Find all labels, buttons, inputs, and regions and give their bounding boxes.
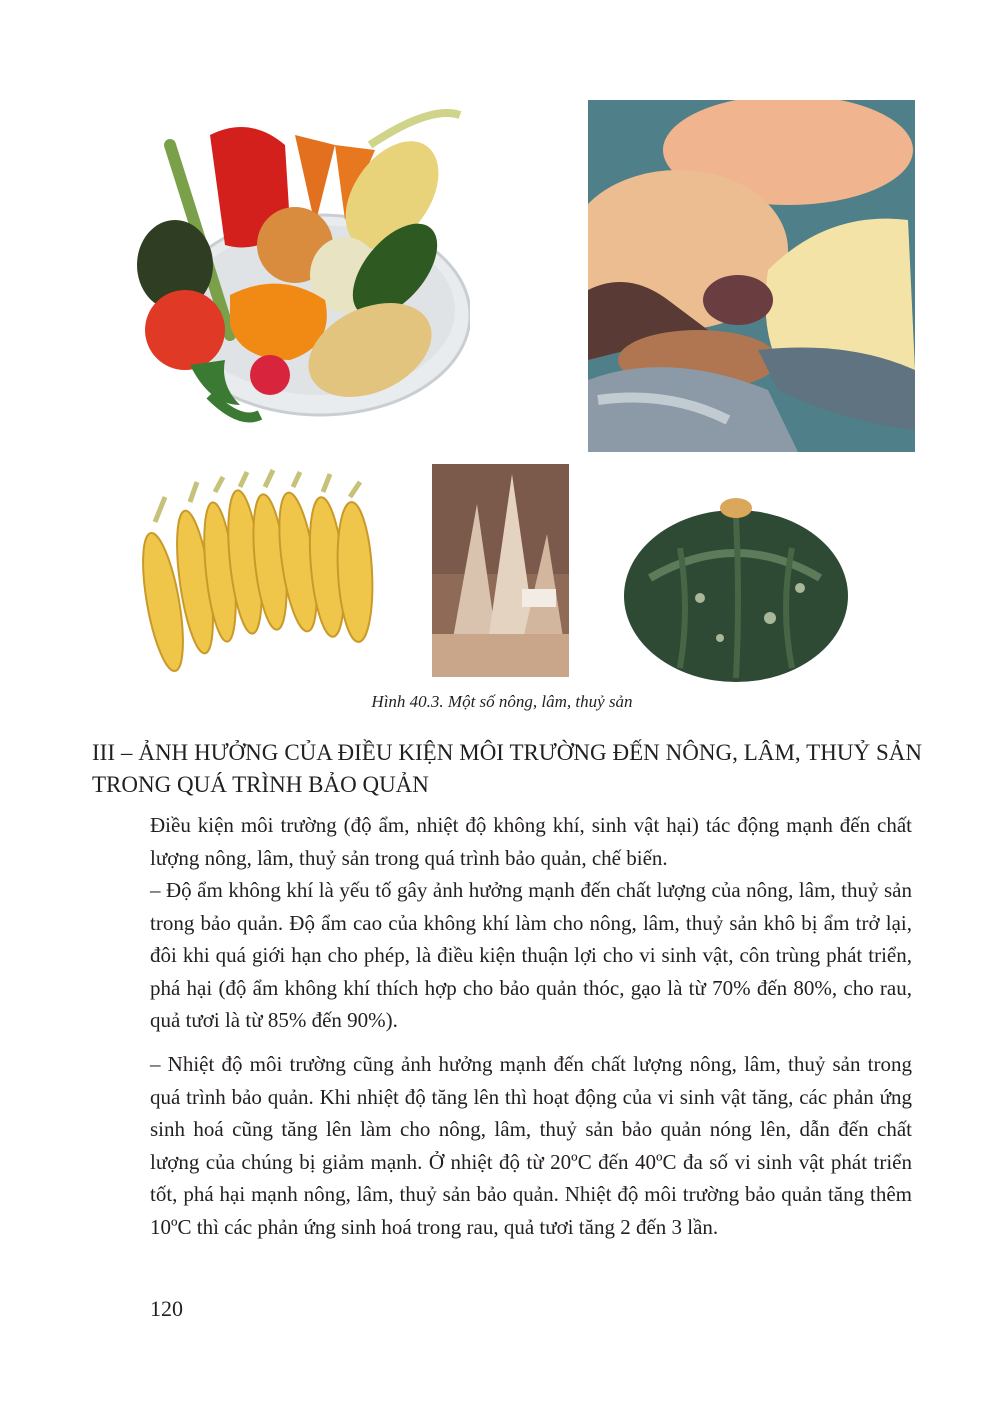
section-heading: III – ẢNH HƯỞNG CỦA ĐIỀU KIỆN MÔI TRƯỜNG ĐẾN NÔNG, LÂM, THUỶ SẢN TRONG QUÁ TRÌNH BẢO QUẢN <box>92 740 922 797</box>
vegetable-basket-image <box>130 105 470 435</box>
page-number: 120 <box>150 1296 183 1321</box>
paragraph-temperature: – Nhiệt độ môi trường cũng ảnh hưởng mạnh đến chất lượng nông, lâm, thuỷ sản trong quá trình bảo quản. Khi nhiệt độ tăng lên thì hoạt động của vi sinh vật tăng, các phản ứng sinh hoá cũng tăng lên làm cho nông, lâm, thuỷ sản bảo quản nóng lên, dẫn đến chất lượng của chúng bị giảm mạnh. Ở nhiệt độ từ 20ºC đến 40ºC đa số vi sinh vật phát triển tốt, phá hại mạnh nông, lâm, thuỷ sản bảo quản. Nhiệt độ môi trường bảo quản tăng thêm 10ºC thì các phản ứng sinh hoá trong rau, quả tươi tăng 2 đến 3 lần. <box>150 1052 912 1239</box>
corn-cobs-image <box>135 462 385 690</box>
pumpkin-image <box>620 488 852 684</box>
figure-caption: Hình 40.3. Một số nông, lâm, thuỷ sản <box>371 692 633 711</box>
paragraph-intro: Điều kiện môi trường (độ ẩm, nhiệt độ không khí, sinh vật hại) tác động mạnh đến chất lượng nông, lâm, thuỷ sản trong quá trình bảo quản, chế biến. <box>150 813 912 870</box>
paragraph-humidity: – Độ ẩm không khí là yếu tố gây ảnh hưởng mạnh đến chất lượng của nông, lâm, thuỷ sản trong bảo quản. Độ ẩm cao của không khí làm cho nông, lâm, thuỷ sản khô bị ẩm trở lại, đôi khi quá giới hạn cho phép, là điều kiện thuận lợi cho vi sinh vật, côn trùng phát triển, phá hại (độ ẩm không khí thích hợp cho bảo quản thóc, gạo là từ 70% đến 80%, cho rau, quả tươi là từ 85% đến 90%). <box>150 878 912 1032</box>
bamboo-shoots-image <box>432 464 569 677</box>
produce-and-seafood-image <box>588 100 915 452</box>
